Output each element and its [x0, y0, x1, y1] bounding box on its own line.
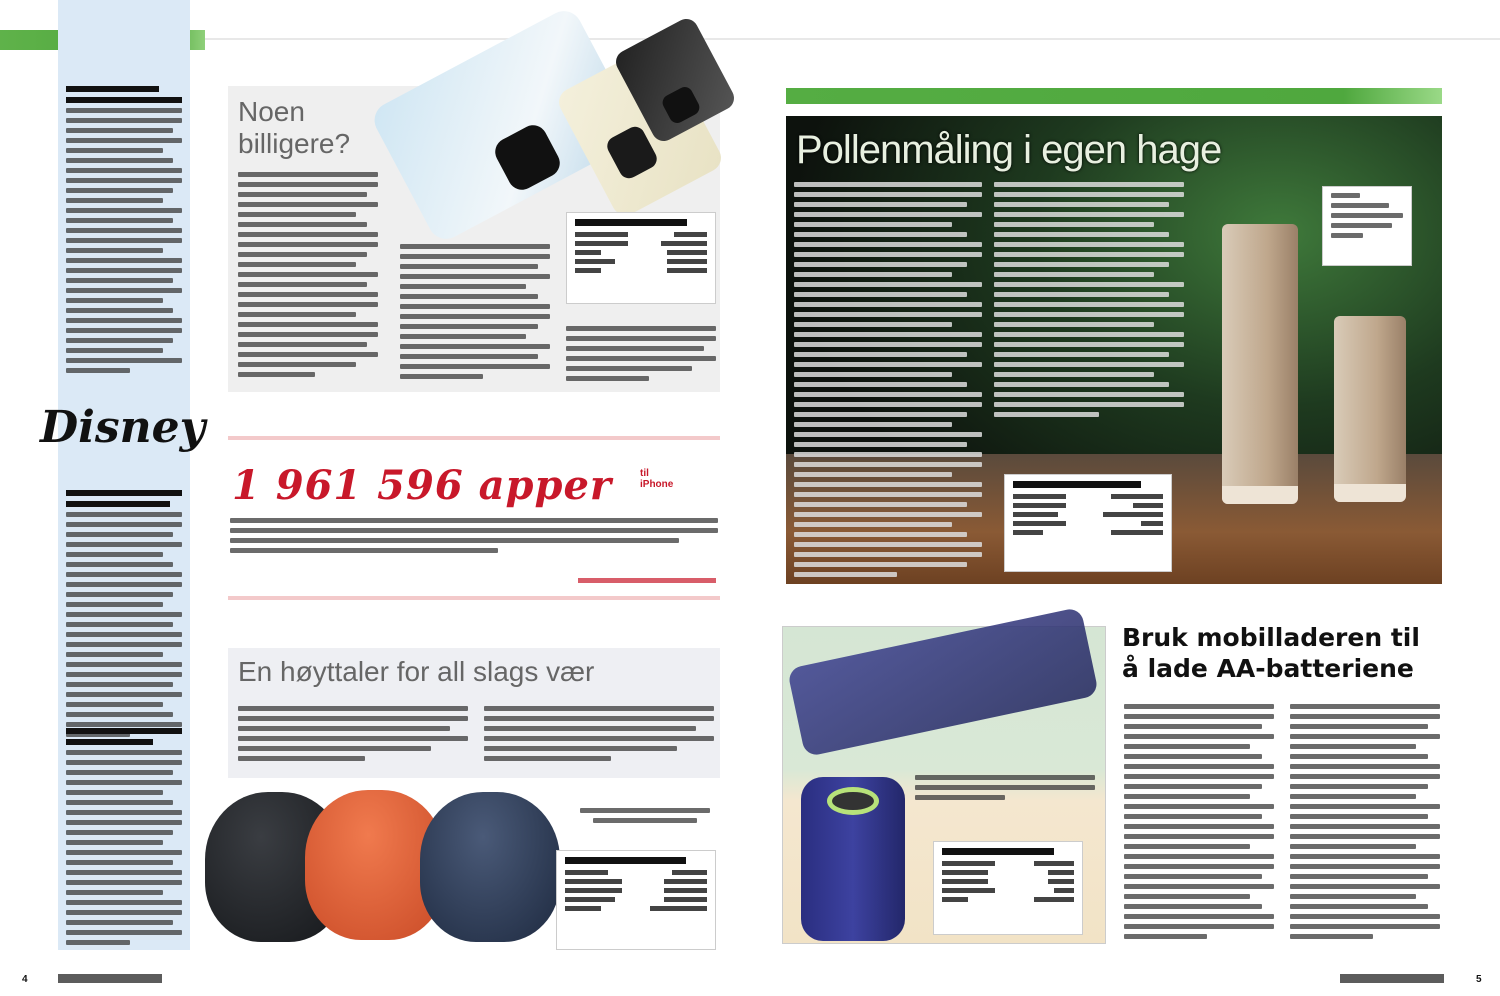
- garden-article: [786, 116, 1442, 584]
- battery-body-col1: [1124, 704, 1274, 939]
- phone-article-title: Noen billigere?: [238, 96, 351, 159]
- speaker-factbox: [556, 850, 716, 950]
- garden-article-title: Pollenmåling i egen hage: [796, 128, 1222, 172]
- sensor-short-image: [1334, 316, 1406, 502]
- phone-article-body-col3: [566, 326, 716, 381]
- disney-logo: Disney: [40, 402, 206, 453]
- section-bar-right: [786, 88, 1442, 104]
- page-number-left: 4: [22, 974, 28, 985]
- phone-factbox: [566, 212, 716, 304]
- battery-article-title: Bruk mobilladeren til å lade AA-batteriene: [1122, 623, 1420, 683]
- app-count-stat: 1 961 596 apper: [232, 462, 612, 509]
- app-stat-body: [230, 518, 718, 553]
- speaker-body-col1: [238, 706, 468, 761]
- sidebar-brief-1: [66, 86, 182, 373]
- stat-divider-top: [228, 436, 720, 440]
- app-stat-source: [578, 578, 716, 583]
- price-label: [1322, 186, 1412, 266]
- battery-body-col2: [1290, 704, 1440, 939]
- speaker-caption: [580, 808, 710, 823]
- sensor-tall-image: [1222, 224, 1298, 504]
- footer-logo-left: [58, 974, 162, 983]
- phones-image: [380, 20, 740, 220]
- page-number-right: 5: [1476, 974, 1482, 985]
- sidebar-brief-2: [66, 490, 182, 737]
- speaker-article-title: En høyttaler for all slags vær: [238, 656, 595, 687]
- speaker-body-col2: [484, 706, 714, 761]
- phone-article-body-col1: [238, 172, 378, 377]
- footer-logo-right: [1340, 974, 1444, 983]
- aa-battery-image: [801, 777, 905, 941]
- battery-caption: [915, 775, 1095, 800]
- stat-divider-bottom: [228, 596, 720, 600]
- garden-factbox: [1004, 474, 1172, 572]
- phone-article-body-col2: [400, 244, 550, 379]
- battery-factbox: [933, 841, 1083, 935]
- app-count-suffix: til iPhone: [640, 468, 674, 490]
- battery-image: [782, 626, 1106, 944]
- sidebar-brief-3: [66, 728, 182, 945]
- battery-charger-image: [787, 607, 1099, 757]
- speaker-blue-image: [420, 792, 560, 942]
- garden-body-col1: [794, 182, 982, 577]
- garden-body-col2: [994, 182, 1184, 417]
